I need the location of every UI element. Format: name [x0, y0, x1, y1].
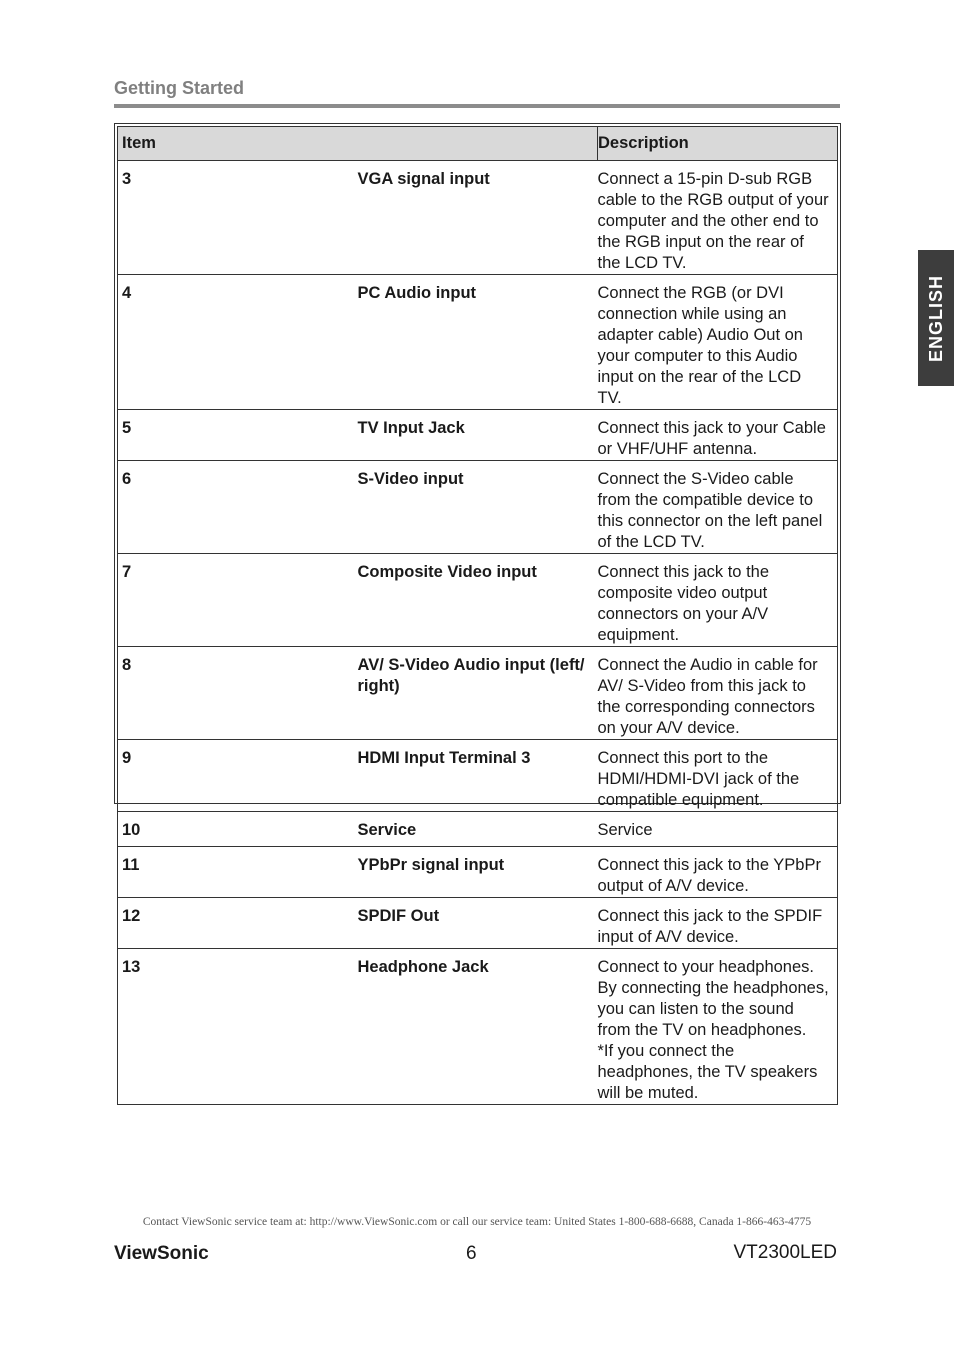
table-row	[118, 410, 838, 461]
table	[117, 126, 838, 1105]
item-name: YPbPr signal input	[358, 847, 598, 898]
item-name: HDMI Input Terminal 3	[358, 740, 598, 812]
footer-model: VT2300LED	[733, 1242, 837, 1263]
title-rule	[114, 104, 840, 108]
column-header-description: Description	[598, 127, 838, 161]
item-description-cell	[598, 949, 838, 1105]
item-name: Headphone Jack	[358, 949, 598, 1105]
table-row	[118, 461, 838, 554]
item-number: 11	[118, 847, 358, 898]
table-header-row	[118, 127, 838, 161]
item-description-table	[114, 123, 841, 1102]
footer-contact: Contact ViewSonic service team at: http://www.ViewSonic.com or call our service team: United States 1-800-688-6688, Canada 1-866-463-4775	[142, 1216, 812, 1228]
item-description: Connect the Audio in cable for AV/ S-Video from this jack to the corresponding connectors on your A/V device.	[598, 647, 838, 740]
table-row	[118, 847, 838, 898]
item-description: Service	[598, 812, 838, 847]
item-number: 8	[118, 647, 358, 740]
table-row	[118, 647, 838, 740]
footer-brand: ViewSonic	[114, 1243, 209, 1264]
table-row	[118, 949, 838, 1105]
item-description: Connect a 15-pin D-sub RGB cable to the RGB output of your computer and the other end to the RGB input on the rear of the LCD TV.	[598, 161, 838, 275]
language-tab-label: ENGLISH	[925, 274, 946, 362]
item-description: Connect this jack to the YPbPr output of A/V device.	[598, 847, 838, 898]
table-row	[118, 740, 838, 812]
item-name: AV/ S-Video Audio input (left/ right)	[358, 647, 598, 740]
item-number: 12	[118, 898, 358, 949]
item-number: 5	[118, 410, 358, 461]
item-name: PC Audio input	[358, 275, 598, 410]
item-description: Connect this jack to the composite video output connectors on your A/V equipment.	[598, 554, 838, 647]
item-name: VGA signal input	[358, 161, 598, 275]
table-row	[118, 812, 838, 847]
language-tab	[918, 250, 954, 386]
item-name: Composite Video input	[358, 554, 598, 647]
item-number: 9	[118, 740, 358, 812]
column-header-item: Item	[118, 127, 598, 161]
item-number: 3	[118, 161, 358, 275]
item-number: 6	[118, 461, 358, 554]
item-number: 4	[118, 275, 358, 410]
item-number: 10	[118, 812, 358, 847]
item-description: Connect to your headphones. By connecting the headphones, you can listen to the sound from the TV on headphones.	[597, 958, 829, 1039]
item-name: SPDIF Out	[358, 898, 598, 949]
table-row	[118, 161, 838, 275]
item-description-note: *If you connect the headphones, the TV speakers will be muted.	[597, 1042, 818, 1102]
table-row	[118, 554, 838, 647]
item-description: Connect the S-Video cable from the compatible device to this connector on the left panel of the LCD TV.	[598, 461, 838, 554]
page-number: 6	[466, 1243, 477, 1264]
item-name: S-Video input	[358, 461, 598, 554]
item-number: 7	[118, 554, 358, 647]
item-name: TV Input Jack	[358, 410, 598, 461]
item-description: Connect this jack to the SPDIF input of A/V device.	[598, 898, 838, 949]
section-title: Getting Started	[114, 78, 245, 98]
item-description: Connect this jack to your Cable or VHF/UHF antenna.	[598, 410, 838, 461]
table-row	[118, 275, 838, 410]
item-description: Connect the RGB (or DVI connection while using an adapter cable) Audio Out on your computer to this Audio input on the rear of the LCD TV.	[598, 275, 838, 410]
item-name: Service	[358, 812, 598, 847]
table-row	[118, 898, 838, 949]
item-number: 13	[118, 949, 358, 1105]
item-description: Connect this port to the HDMI/HDMI-DVI jack of the compatible equipment.	[598, 740, 838, 812]
